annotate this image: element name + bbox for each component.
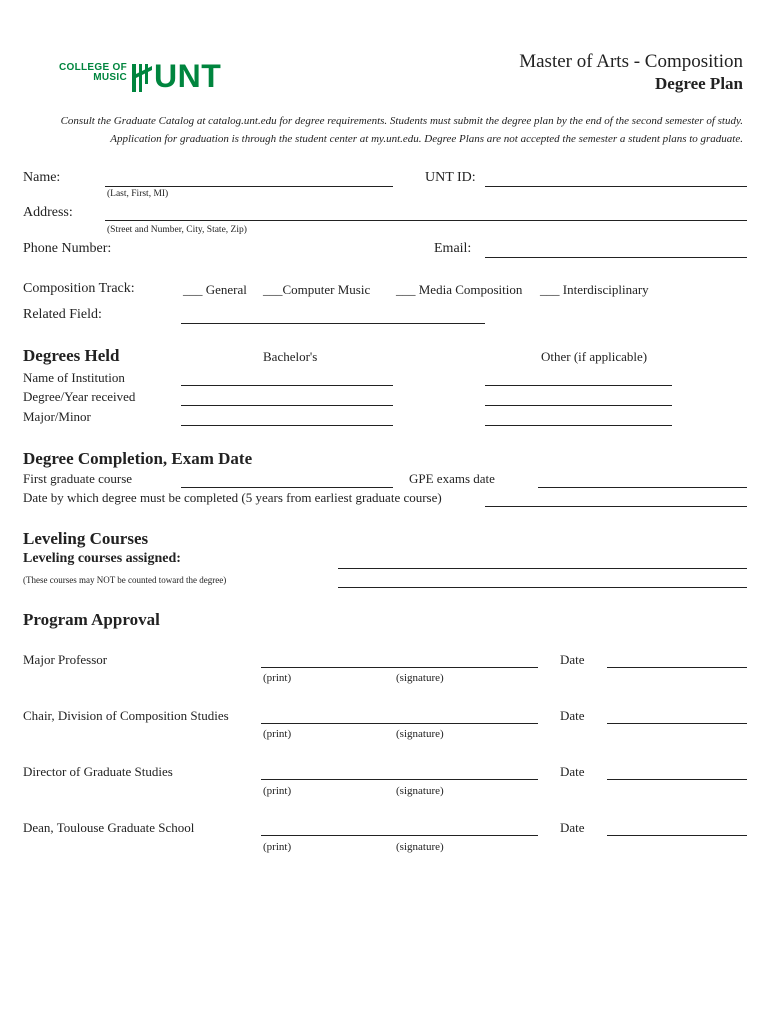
logo-college-of-music bbox=[57, 63, 127, 83]
form-title: Master of Arts - Composition bbox=[519, 51, 743, 72]
related-field-label: Related Field: bbox=[23, 307, 102, 322]
track-option-interdisciplinary[interactable]: ___ Interdisciplinary bbox=[540, 282, 649, 297]
major-professor-signature-field[interactable] bbox=[261, 667, 538, 668]
leveling-courses-field-1[interactable] bbox=[338, 568, 747, 569]
bachelor-institution-field[interactable] bbox=[181, 385, 393, 386]
print-hint: (print) bbox=[263, 672, 292, 684]
leveling-note: (These courses may NOT be counted toward the degree) bbox=[23, 575, 227, 585]
other-column-label: Other (if applicable) bbox=[541, 349, 648, 364]
signer-director: Director of Graduate Studies bbox=[23, 764, 173, 779]
logo-music-text: MUSIC bbox=[93, 72, 127, 83]
chair-date-label: Date bbox=[560, 708, 585, 723]
bachelor-column-label: Bachelor's bbox=[263, 349, 318, 364]
address-hint: (Street and Number, City, State, Zip) bbox=[107, 225, 247, 235]
other-degree-year-field[interactable] bbox=[485, 405, 672, 406]
director-signature-field[interactable] bbox=[261, 779, 538, 780]
chair-signature-field[interactable] bbox=[261, 723, 538, 724]
form-subtitle: Degree Plan bbox=[655, 74, 743, 93]
major-minor-label: Major/Minor bbox=[23, 409, 91, 424]
gpe-exams-date-field[interactable] bbox=[538, 487, 747, 488]
unt-eagle-mark-icon bbox=[132, 64, 152, 92]
dean-date-label: Date bbox=[560, 820, 585, 835]
institution-label: Name of Institution bbox=[23, 370, 125, 385]
bachelor-major-minor-field[interactable] bbox=[181, 425, 393, 426]
degree-year-label: Degree/Year received bbox=[23, 389, 136, 404]
logo-college-text: COLLEGE OF bbox=[59, 62, 127, 73]
name-label: Name: bbox=[23, 170, 61, 185]
track-option-computer-music[interactable]: ___Computer Music bbox=[263, 282, 371, 297]
unt-id-field[interactable] bbox=[485, 186, 747, 187]
first-course-label: First graduate course bbox=[23, 471, 133, 486]
email-field[interactable] bbox=[485, 257, 747, 258]
completion-deadline-field[interactable] bbox=[485, 506, 747, 507]
director-date-label: Date bbox=[560, 764, 585, 779]
other-institution-field[interactable] bbox=[485, 385, 672, 386]
signer-major-professor: Major Professor bbox=[23, 652, 108, 667]
signer-dean: Dean, Toulouse Graduate School bbox=[23, 820, 195, 835]
composition-track-label: Composition Track: bbox=[23, 281, 135, 296]
dean-date-field[interactable] bbox=[607, 835, 747, 836]
completion-deadline-label: Date by which degree must be completed (5 years from earliest graduate course) bbox=[23, 490, 442, 505]
name-field[interactable] bbox=[105, 186, 393, 187]
signature-hint: (signature) bbox=[396, 785, 444, 797]
print-hint: (print) bbox=[263, 728, 292, 740]
track-option-media-composition[interactable]: ___ Media Composition bbox=[396, 282, 523, 297]
major-professor-date-field[interactable] bbox=[607, 667, 747, 668]
address-field[interactable] bbox=[105, 220, 747, 221]
print-hint: (print) bbox=[263, 841, 292, 853]
bachelor-degree-year-field[interactable] bbox=[181, 405, 393, 406]
major-professor-date-label: Date bbox=[560, 652, 585, 667]
related-field-input[interactable] bbox=[181, 323, 485, 324]
signature-hint: (signature) bbox=[396, 728, 444, 740]
instructions-line-2: Application for graduation is through the student center at my.unt.edu. Degree Plans are not accepted the semester a student plans to graduate. bbox=[110, 133, 743, 145]
name-hint: (Last, First, MI) bbox=[107, 189, 169, 199]
instructions-line-1: Consult the Graduate Catalog at catalog.unt.edu for degree requirements. Students must submit the degree plan by the end of the second semester of study. bbox=[60, 115, 743, 127]
print-hint: (print) bbox=[263, 785, 292, 797]
signer-chair: Chair, Division of Composition Studies bbox=[23, 708, 229, 723]
other-major-minor-field[interactable] bbox=[485, 425, 672, 426]
degrees-held-heading: Degrees Held bbox=[23, 346, 120, 365]
track-option-general[interactable]: ___ General bbox=[183, 282, 247, 297]
director-date-field[interactable] bbox=[607, 779, 747, 780]
gpe-exams-date-label: GPE exams date bbox=[409, 471, 495, 486]
leveling-assigned-label: Leveling courses assigned: bbox=[23, 551, 181, 566]
first-course-field[interactable] bbox=[181, 487, 393, 488]
leveling-courses-heading: Leveling Courses bbox=[23, 529, 149, 548]
degree-completion-heading: Degree Completion, Exam Date bbox=[23, 449, 253, 468]
logo-unt-text: UNT bbox=[154, 58, 222, 94]
signature-hint: (signature) bbox=[396, 672, 444, 684]
phone-label: Phone Number: bbox=[23, 241, 112, 256]
chair-date-field[interactable] bbox=[607, 723, 747, 724]
address-label: Address: bbox=[23, 205, 73, 220]
dean-signature-field[interactable] bbox=[261, 835, 538, 836]
email-label: Email: bbox=[434, 241, 472, 256]
program-approval-heading: Program Approval bbox=[23, 610, 160, 629]
signature-hint: (signature) bbox=[396, 841, 444, 853]
leveling-courses-field-2[interactable] bbox=[338, 587, 747, 588]
unt-id-label: UNT ID: bbox=[425, 170, 476, 185]
